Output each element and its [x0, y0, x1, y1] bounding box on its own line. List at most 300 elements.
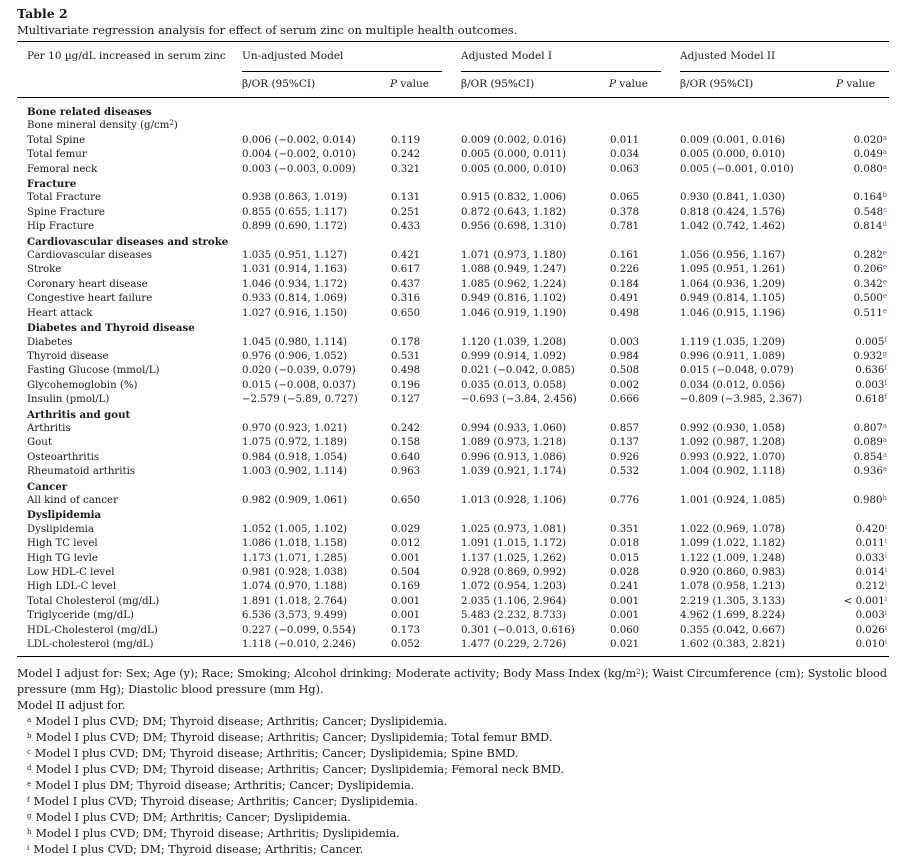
- group-label: Fracture: [27, 178, 77, 191]
- group-row: [27, 177, 887, 191]
- model-2-note: Model II adjust for.: [17, 699, 126, 712]
- model-1-p-value: 0.015: [610, 552, 640, 564]
- model-1-p-value: 0.857: [610, 422, 640, 434]
- group-label: Diabetes and Thyroid disease: [27, 322, 195, 335]
- model-1-p-value: 0.926: [610, 451, 640, 463]
- unadjusted-p-value: 0.316: [391, 293, 421, 305]
- model-2-p-value: 0.500e: [853, 292, 887, 305]
- model-2-estimate: 0.920 (0.860, 0.983): [680, 567, 786, 578]
- footnote-marker[interactable]: a: [882, 133, 887, 142]
- model-1-p-value: 0.034: [610, 149, 640, 161]
- model-2-estimate: 0.005 (0.000, 0.010): [680, 149, 786, 161]
- model-2-estimate: 0.993 (0.922, 1.070): [680, 451, 786, 463]
- model-1-p-value: 0.491: [610, 293, 640, 305]
- table-row: [27, 624, 887, 638]
- unadjusted-estimate: 0.006 (−0.002, 0.014): [242, 134, 356, 146]
- row-label: Gout: [27, 437, 52, 449]
- row-label: Diabetes: [27, 336, 73, 348]
- model-2-p-value: 0.020$^a$: [853, 133, 887, 146]
- unadjusted-p-value: [391, 119, 461, 133]
- model-2-p-value: 0.807$^a$: [853, 421, 887, 434]
- model-1-estimate: 1.025 (0.973, 1.081): [461, 523, 567, 535]
- footnote-marker[interactable]: i: [884, 566, 887, 574]
- unadjusted-estimate: 1.173 (1.071, 1.285): [242, 552, 348, 564]
- model-1-p-value: 0.351: [610, 523, 640, 535]
- model-2-p-value: 0.420$^i$: [855, 522, 887, 535]
- footnote: $^h$ Model I plus CVD; DM; Thyroid disease; Arthritis; Dyslipidemia.: [27, 827, 400, 840]
- row-label: Arthritis: [27, 422, 71, 434]
- footnote: $^f$ Model I plus CVD; Thyroid disease; Arthritis; Cancer; Dyslipidemia.: [27, 795, 418, 808]
- model-2-p-value: 0.936$^a$: [853, 465, 887, 478]
- row-label: Rheumatoid arthritis: [27, 466, 136, 478]
- model-2-estimate: 1.602 (0.383, 2.821): [680, 639, 786, 651]
- unadjusted-p-value: 0.531: [391, 350, 421, 362]
- unadjusted-p-value: 0.173: [391, 624, 421, 636]
- group-row: [27, 105, 887, 119]
- model-1-estimate: 1.477 (0.229, 2.726): [461, 639, 567, 651]
- footnote-marker[interactable]: e: [882, 249, 887, 258]
- row-label: Triglyceride (mg/dL): [27, 610, 134, 622]
- model-2-estimate: 1.119 (1.035, 1.209): [680, 336, 786, 348]
- unadjusted-estimate: −2.579 (−5.89, 0.727): [242, 394, 358, 406]
- adjusted-model-2-header: Adjusted Model II: [680, 50, 776, 62]
- model-1-estimate: 0.956 (0.698, 1.310): [461, 221, 567, 233]
- model-1-p-value: 0.021: [610, 639, 640, 651]
- unadjusted-model-rule: [242, 71, 442, 72]
- row-label: Total Cholesterol (mg/dL): [27, 595, 160, 607]
- footnote-marker[interactable]: i: [884, 623, 887, 632]
- unadjusted-estimate: 1.027 (0.916, 1.150): [242, 307, 348, 319]
- unadjusted-p-value: 0.617: [391, 264, 421, 276]
- model-2-estimate: 0.015 (−0.048, 0.079): [680, 365, 794, 377]
- model-2-p-value: 0.618$^f$: [855, 393, 887, 406]
- model-1-p-value: 0.984: [610, 350, 640, 362]
- model-2-estimate: 0.818 (0.424, 1.576): [680, 206, 786, 218]
- footnote-marker[interactable]: d: [882, 220, 887, 229]
- table-row: [27, 278, 887, 292]
- unadjusted-estimate: 1.075 (0.972, 1.189): [242, 437, 348, 449]
- table-row: [27, 191, 887, 205]
- top-rule: [17, 41, 889, 42]
- group-row: [27, 480, 887, 494]
- model-1-p-value: 0.003: [610, 336, 640, 348]
- footnote-marker[interactable]: e: [882, 306, 887, 315]
- model-1-p-value: 0.137: [610, 437, 640, 449]
- unadjusted-estimate: 1.035 (0.951, 1.127): [242, 250, 348, 262]
- model-2-p-value: 0.033$^i$: [855, 551, 887, 564]
- model-1-estimate: 1.013 (0.928, 1.106): [461, 494, 567, 506]
- group-row: [27, 508, 887, 522]
- table-row: [27, 134, 887, 148]
- row-label: High TC level: [27, 538, 98, 550]
- footnote-list: [17, 714, 893, 858]
- model-1-p-value: 0.184: [610, 278, 640, 290]
- table-row: [27, 307, 887, 321]
- model-1-p-value: 0.508: [610, 365, 640, 377]
- row-label: Insulin (pmol/L): [27, 394, 110, 406]
- table-row: [27, 638, 887, 652]
- table-row: [27, 451, 887, 465]
- model-2-p-value: 0.005$^f$: [855, 335, 887, 348]
- unadjusted-estimate: 0.933 (0.814, 1.069): [242, 293, 348, 305]
- unadjusted-p-value: 0.242: [391, 422, 421, 434]
- unadjusted-estimate: 0.899 (0.690, 1.172): [242, 221, 348, 233]
- table-row: [27, 465, 887, 479]
- footnote-marker[interactable]: a: [882, 148, 887, 157]
- unadjusted-estimate: 0.020 (−0.039, 0.079): [242, 365, 356, 377]
- table-row: [27, 609, 887, 623]
- model-2-estimate: 0.009 (0.001, 0.016): [680, 134, 786, 146]
- footnote-marker[interactable]: i: [884, 537, 887, 546]
- model-2-p-value: 0.342e: [853, 277, 887, 290]
- model-2-estimate: 1.056 (0.956, 1.167): [680, 250, 786, 262]
- table-row: [27, 422, 887, 436]
- unadjusted-p-value: 0.169: [391, 581, 421, 593]
- group-label: Cardiovascular diseases and stroke: [27, 235, 229, 248]
- model-1-p-value: 0.011: [610, 134, 640, 146]
- model-1-estimate: 0.021 (−0.042, 0.085): [461, 365, 575, 377]
- model-1-estimate: 0.928 (0.869, 0.992): [461, 567, 567, 578]
- unadjusted-estimate: 6.536 (3.573, 9.499): [242, 610, 348, 622]
- row-label: Bone mineral density $(g/cm^2)$: [27, 119, 178, 132]
- adjusted-model-1-rule: [461, 71, 661, 72]
- model-1-p-value: 0.666: [610, 394, 640, 406]
- table-row: [27, 292, 887, 306]
- model-2-p-value: 0.014$^i$: [855, 566, 887, 578]
- unadjusted-estimate: 1.045 (0.980, 1.114): [242, 336, 348, 348]
- model-2-estimate: 1.122 (1.009, 1.248): [680, 552, 786, 564]
- model-1-estimate: [461, 119, 610, 133]
- model-2-estimate: 1.001 (0.924, 1.085): [680, 494, 786, 506]
- footnote-marker[interactable]: i: [884, 522, 887, 531]
- model-1-estimate: 1.039 (0.921, 1.174): [461, 466, 567, 478]
- table-row: [27, 393, 887, 407]
- model-2-p-value: 0.212$^i$: [855, 580, 887, 593]
- footnote-marker[interactable]: g: [882, 349, 887, 358]
- model-2-p-value: < $0.001^i$: [843, 594, 887, 607]
- row-label: High TG levle: [27, 552, 98, 564]
- footnote-marker[interactable]: e: [882, 292, 887, 301]
- unadjusted-p-value: 0.640: [391, 451, 421, 463]
- model-1-p-value: 0.063: [610, 163, 640, 175]
- model-2-estimate: −0.809 (−3.985, 2.367): [680, 394, 803, 406]
- model-1-note: Model I adjust for: Sex; Age (y); Race; Smoking; Alcohol drinking; Moderate activity; Body Mass Index $(kg/m^2)$; Waist Circumference (cm); Systolic blood pressure (mm Hg); Diastolic blood pressure (mm Hg).: [17, 667, 888, 696]
- unadjusted-estimate: 0.970 (0.923, 1.021): [242, 422, 348, 434]
- row-label: Low HDL-C level: [27, 567, 115, 578]
- model-1-estimate: 0.872 (0.643, 1.182): [461, 206, 567, 218]
- footnote-marker[interactable]: a: [882, 421, 887, 430]
- unadjusted-estimate: 0.976 (0.906, 1.052): [242, 350, 348, 362]
- footnote: $^d$ Model I plus CVD; DM; Thyroid disease; Arthritis; Cancer; Dyslipidemia; Femoral neck BMD.: [27, 763, 564, 776]
- model-1-p-value: 0.241: [610, 581, 640, 593]
- footnote-marker[interactable]: f: [884, 335, 887, 344]
- footnote: $^e$ Model I plus DM; Thyroid disease; Arthritis; Cancer; Dyslipidemia.: [27, 779, 415, 792]
- table-row: [27, 163, 887, 177]
- footnote-marker[interactable]: a: [882, 436, 887, 445]
- model-2-estimate: 1.004 (0.902, 1.118): [680, 466, 786, 478]
- model-2-p-value: 0.011$^i$: [855, 537, 887, 550]
- model-1-estimate: 0.009 (0.002, 0.016): [461, 134, 567, 146]
- row-label: Stroke: [27, 264, 62, 276]
- unadjusted-p-value: 0.001: [391, 552, 421, 564]
- row-label: Fasting Glucose (mmol/L): [27, 365, 160, 377]
- unadjusted-p-value: 0.001: [391, 595, 421, 607]
- model-2-estimate: 1.078 (0.958, 1.213): [680, 581, 786, 593]
- group-row: [27, 408, 887, 422]
- row-label: Glycohemoglobin (%): [27, 379, 138, 391]
- model-1-p-value: 0.532: [610, 466, 640, 478]
- adjusted-model-2-rule: [680, 71, 889, 72]
- model-1-estimate: 1.085 (0.962, 1.224): [461, 278, 567, 290]
- model-1-estimate: 0.996 (0.913, 1.086): [461, 451, 567, 463]
- regression-table: [27, 105, 887, 652]
- model-2-estimate: 0.034 (0.012, 0.056): [680, 379, 786, 391]
- model-2-estimate: 1.099 (1.022, 1.182): [680, 538, 786, 550]
- unadjusted-estimate: 0.938 (0.863, 1.019): [242, 192, 348, 204]
- row-label: HDL-Cholesterol (mg/dL): [27, 624, 158, 636]
- model-1-estimate: 0.994 (0.933, 1.060): [461, 422, 567, 434]
- beta-or-header: β/OR (95%CI): [461, 78, 535, 90]
- model-1-estimate: 0.005 (0.000, 0.011): [461, 149, 567, 161]
- model-2-estimate: 0.005 (−0.001, 0.010): [680, 163, 794, 175]
- model-1-estimate: 1.071 (0.973, 1.180): [461, 250, 567, 262]
- unadjusted-p-value: 0.504: [391, 567, 421, 578]
- beta-or-header: β/OR (95%CI): [242, 78, 316, 90]
- row-label: Thyroid disease: [27, 350, 109, 362]
- unadjusted-p-value: 0.029: [391, 523, 421, 535]
- model-1-p-value: 0.161: [610, 250, 640, 262]
- group-label: Cancer: [27, 480, 68, 493]
- row-label: Osteoarthritis: [27, 451, 100, 463]
- model-1-p-value: 0.002: [610, 379, 640, 391]
- footnote-marker[interactable]: a: [882, 450, 887, 459]
- table-caption: Multivariate regression analysis for effect of serum zinc on multiple health outcomes.: [17, 23, 518, 37]
- unadjusted-estimate: 1.891 (1.018, 2.764): [242, 595, 348, 607]
- footnote: $^c$ Model I plus CVD; DM; Thyroid disease; Arthritis; Cancer; Dyslipidemia; Spine BMD.: [27, 747, 519, 760]
- table-row: [27, 436, 887, 450]
- row-label-header: Per 10 µg/dL increased in serum zinc: [27, 50, 226, 62]
- unadjusted-estimate: 0.015 (−0.008, 0.037): [242, 379, 356, 391]
- unadjusted-p-value: 0.650: [391, 307, 421, 319]
- model-1-p-value: 0.226: [610, 264, 640, 276]
- model-2-estimate: 4.962 (1.699, 8.224): [680, 610, 786, 622]
- table-label: Table 2: [17, 6, 68, 21]
- unadjusted-estimate: [242, 119, 391, 133]
- unadjusted-estimate: 0.984 (0.918, 1.054): [242, 451, 348, 463]
- model-1-estimate: 0.035 (0.013, 0.058): [461, 379, 567, 391]
- unadjusted-estimate: 0.003 (−0.003, 0.009): [242, 163, 356, 175]
- model-2-estimate: 1.046 (0.915, 1.196): [680, 307, 786, 319]
- table-row: [27, 364, 887, 378]
- footnote-marker[interactable]: e: [882, 263, 887, 272]
- model-1-estimate: −0.693 (−3.84, 2.456): [461, 394, 577, 406]
- footnote: $^g$ Model I plus CVD; DM; Arthritis; Cancer; Dyslipidemia.: [27, 811, 351, 824]
- model-2-estimate: 1.064 (0.936, 1.209): [680, 278, 786, 290]
- model-1-estimate: 0.301 (−0.013, 0.616): [461, 624, 575, 636]
- unadjusted-p-value: 0.119: [391, 134, 421, 146]
- unadjusted-model-header: Un-adjusted Model: [242, 50, 344, 62]
- header-rule: [17, 97, 889, 98]
- model-1-p-value: 0.065: [610, 192, 640, 204]
- model-1-estimate: 5.483 (2.232, 8.733): [461, 610, 567, 622]
- row-label: Cardiovascular diseases: [27, 250, 153, 262]
- adjusted-model-1-header: Adjusted Model I: [461, 50, 553, 62]
- footnote: $^a$ Model I plus CVD; DM; Thyroid disease; Arthritis; Cancer; Dyslipidemia.: [27, 715, 448, 728]
- model-2-p-value: 0.854$^a$: [853, 450, 887, 463]
- unadjusted-estimate: 1.086 (1.018, 1.158): [242, 538, 348, 550]
- unadjusted-estimate: 1.074 (0.970, 1.188): [242, 581, 348, 593]
- table-row: [27, 220, 887, 234]
- unadjusted-estimate: 0.981 (0.928, 1.038): [242, 567, 348, 578]
- unadjusted-p-value: 0.437: [391, 278, 421, 290]
- model-1-p-value: 0.001: [610, 595, 640, 607]
- unadjusted-p-value: 0.158: [391, 437, 421, 449]
- table-row: [27, 580, 887, 594]
- row-label: Femoral neck: [27, 163, 98, 175]
- table-row: [27, 595, 887, 609]
- model-2-estimate: 0.355 (0.042, 0.667): [680, 624, 786, 636]
- unadjusted-estimate: 0.004 (−0.002, 0.010): [242, 149, 356, 161]
- table-row: [27, 566, 887, 580]
- model-1-p-value: 0.776: [610, 494, 640, 506]
- table-row: [27, 206, 887, 220]
- model-1-p-value: 0.498: [610, 307, 640, 319]
- model-1-estimate: 2.035 (1.106, 2.964): [461, 595, 567, 607]
- unadjusted-p-value: 0.052: [391, 639, 421, 651]
- footnote-marker[interactable]: a: [882, 162, 887, 171]
- row-label: Dyslipidemia: [27, 523, 94, 535]
- model-1-p-value: 0.001: [610, 610, 640, 622]
- model-2-estimate: [680, 119, 830, 133]
- table-row: [27, 336, 887, 350]
- row-label: High LDL-C level: [27, 581, 116, 593]
- unadjusted-p-value: 0.242: [391, 149, 421, 161]
- model-1-estimate: 1.089 (0.973, 1.218): [461, 437, 567, 449]
- group-label: Dyslipidemia: [27, 509, 102, 522]
- model-2-p-value: 0.026$^i$: [855, 623, 887, 636]
- model-1-p-value: [610, 119, 680, 133]
- unadjusted-p-value: 0.421: [391, 250, 421, 262]
- footnote-marker[interactable]: i: [884, 580, 887, 589]
- model-1-estimate: 1.072 (0.954, 1.203): [461, 581, 567, 593]
- model-1-estimate: 1.091 (1.015, 1.172): [461, 538, 567, 550]
- model-2-estimate: 0.930 (0.841, 1.030): [680, 192, 786, 204]
- table-row: [27, 537, 887, 551]
- unadjusted-p-value: 0.012: [391, 538, 421, 550]
- footnote-marker[interactable]: a: [882, 465, 887, 474]
- p-value-header: P value: [609, 78, 648, 90]
- footnote-marker[interactable]: i: [884, 638, 887, 647]
- model-1-estimate: 1.088 (0.949, 1.247): [461, 264, 567, 276]
- model-2-p-value: 0.814$^d$: [853, 220, 887, 233]
- unadjusted-p-value: 0.321: [391, 163, 421, 175]
- model-1-estimate: 0.949 (0.816, 1.102): [461, 293, 567, 305]
- unadjusted-p-value: 0.127: [391, 394, 421, 406]
- unadjusted-p-value: 0.498: [391, 365, 421, 377]
- model-2-estimate: 0.996 (0.911, 1.089): [680, 350, 786, 362]
- unadjusted-estimate: 0.982 (0.909, 1.061): [242, 494, 348, 506]
- model-2-estimate: 1.092 (0.987, 1.208): [680, 437, 786, 449]
- unadjusted-p-value: 0.963: [391, 466, 421, 478]
- footnote: $^i$ Model I plus CVD; DM; Thyroid disease; Arthritis; Cancer.: [27, 843, 364, 856]
- row-label: Total Spine: [27, 134, 86, 146]
- footnote-marker[interactable]: f: [884, 364, 887, 373]
- row-label: Congestive heart failure: [27, 293, 153, 305]
- model-2-p-value: 0.089$^a$: [853, 436, 887, 449]
- model-1-p-value: 0.028: [610, 567, 640, 578]
- model-1-p-value: 0.378: [610, 206, 640, 218]
- unadjusted-estimate: 0.855 (0.655, 1.117): [242, 206, 348, 218]
- footnote-marker[interactable]: f: [884, 378, 887, 387]
- model-2-estimate: 1.042 (0.742, 1.462): [680, 221, 786, 233]
- unadjusted-estimate: 1.052 (1.005, 1.102): [242, 523, 348, 535]
- model-2-p-value: [830, 119, 887, 133]
- row-label: Hip Fracture: [27, 221, 95, 233]
- row-label: Heart attack: [27, 307, 93, 319]
- model-2-p-value: 0.206e: [853, 263, 887, 276]
- unadjusted-estimate: 1.118 (−0.010, 2.246): [242, 639, 356, 651]
- table-row: [27, 494, 887, 508]
- table-row: [27, 148, 887, 162]
- unadjusted-estimate: 1.031 (0.914, 1.163): [242, 264, 348, 276]
- footnote-marker[interactable]: i: [884, 594, 887, 603]
- model-2-p-value: 0.548$^c$: [853, 205, 887, 218]
- footnote-marker[interactable]: i: [884, 551, 887, 560]
- footnote: $^b$ Model I plus CVD; DM; Thyroid disease; Arthritis; Cancer; Dyslipidemia; Total femur BMD.: [27, 731, 553, 744]
- group-label: Bone related diseases: [27, 106, 152, 118]
- model-1-p-value: 0.060: [610, 624, 640, 636]
- footnote-marker[interactable]: e: [882, 277, 887, 286]
- model-1-estimate: 1.120 (1.039, 1.208): [461, 336, 567, 348]
- unadjusted-p-value: 0.001: [391, 610, 421, 622]
- model-1-estimate: 0.999 (0.914, 1.092): [461, 350, 567, 362]
- unadjusted-p-value: 0.196: [391, 379, 421, 391]
- footnote-marker[interactable]: i: [884, 609, 887, 618]
- footnote-marker[interactable]: c: [883, 205, 887, 214]
- table-row: [27, 523, 887, 537]
- model-1-p-value: 0.781: [610, 221, 640, 233]
- model-2-p-value: 0.003$^f$: [855, 378, 887, 391]
- model-1-estimate: 1.137 (1.025, 1.262): [461, 552, 567, 564]
- model-1-p-value: 0.018: [610, 538, 640, 550]
- row-label: All kind of cancer: [27, 494, 118, 506]
- unadjusted-p-value: 0.433: [391, 221, 421, 233]
- unadjusted-p-value: 0.131: [391, 192, 421, 204]
- unadjusted-p-value: 0.178: [391, 336, 421, 348]
- model-2-p-value: 0.164$^b$: [853, 191, 887, 204]
- model-2-estimate: 1.095 (0.951, 1.261): [680, 264, 786, 276]
- group-row: [27, 321, 887, 335]
- unadjusted-p-value: 0.650: [391, 494, 421, 506]
- unadjusted-p-value: 0.251: [391, 206, 421, 218]
- model-2-p-value: 0.636$^f$: [855, 364, 887, 377]
- model-2-p-value: 0.511e: [853, 306, 887, 319]
- footnote-marker[interactable]: b: [882, 191, 887, 200]
- footnote-marker[interactable]: h: [882, 493, 887, 502]
- unadjusted-estimate: 1.003 (0.902, 1.114): [242, 466, 348, 478]
- footnote-marker[interactable]: f: [884, 393, 887, 402]
- group-row: [27, 235, 887, 249]
- table-row: [27, 119, 887, 133]
- p-value-header: P value: [390, 78, 429, 90]
- model-1-estimate: 0.915 (0.832, 1.006): [461, 192, 567, 204]
- beta-or-header: β/OR (95%CI): [680, 78, 754, 90]
- model-2-p-value: 0.282e: [853, 249, 887, 262]
- unadjusted-estimate: 0.227 (−0.099, 0.554): [242, 624, 356, 636]
- row-label: Total femur: [27, 149, 87, 161]
- group-label: Arthritis and gout: [27, 408, 131, 421]
- row-label: LDL-cholesterol (mg/dL): [27, 639, 154, 651]
